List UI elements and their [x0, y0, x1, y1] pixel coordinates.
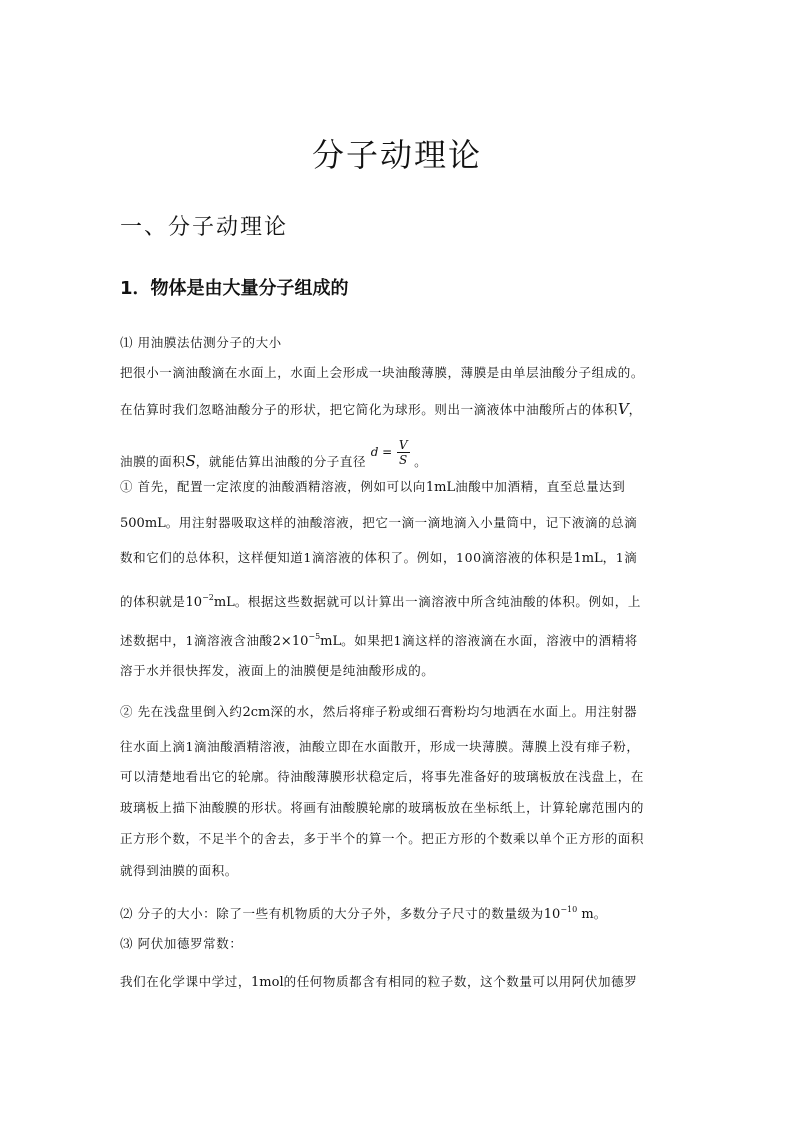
page-title: 分子动理论 — [311, 136, 482, 174]
paragraph-line: 把很小一滴油酸滴在水面上，水面上会形成一块油酸薄膜，薄膜是由单层油酸分子组成的。 — [120, 365, 645, 380]
item-label-molecule-size: ⑵ 分子的大小：除了一些有机物质的大分子外，多数分子尺寸的数量级为$10^{-10}$ m。 — [120, 905, 607, 922]
paragraph-line: 就得到油膜的面积。 — [120, 863, 238, 878]
section-heading: 一、分子动理论 — [120, 215, 289, 240]
paragraph-line: 往水面上滴1滴油酸酒精溶液，油酸立即在水面散开，形成一块薄膜。薄膜上没有痱子粉， — [120, 739, 640, 754]
paragraph-line: 正方形个数，不足半个的舍去，多于半个的算一个。把正方形的个数乘以单个正方形的面积 — [120, 831, 645, 846]
paragraph-line: 在估算时我们忽略油酸分子的形状，把它简化为球形。则出一滴液体中油酸所占的体积V， — [120, 400, 642, 418]
paragraph-line-formula: 油膜的面积S，就能估算出油酸的分子直径 d = $\frac{V}{S}$ 。 — [120, 438, 428, 470]
fraction-formula — [397, 438, 410, 467]
paragraph-line: 玻璃板上描下油酸膜的形状。将画有油酸膜轮廓的玻璃板放在坐标纸上，计算轮廓范围内的 — [120, 800, 645, 815]
paragraph-line: ② 先在浅盘里倒入约2cm深的水，然后将痱子粉或细石膏粉均匀地洒在水面上。用注射器 — [120, 704, 638, 720]
paragraph-line: 可以清楚地看出它的轮廓。待油酸薄膜形状稳定后，将事先准备好的玻璃板放在浅盘上，在 — [120, 769, 645, 784]
paragraph-line: 的体积就是$10^{-2}mL$。根据这些数据就可以计算出一滴溶液中所含纯油酸的体积。例如，上 — [120, 593, 641, 610]
fraction-numerator: V — [398, 438, 408, 452]
paragraph-line: 溶于水并很快挥发，液面上的油膜便是纯油酸形成的。 — [120, 663, 435, 678]
subsection-heading: 1．物体是由大量分子组成的 — [120, 278, 349, 299]
item-label-avogadro: ⑶ 阿伏加德罗常数： — [120, 936, 243, 951]
formula-lhs: d = — [370, 445, 393, 459]
paragraph-line: 500mL。用注射器吸取这样的油酸溶液，把它一滴一滴地滴入小量筒中，记下液滴的总滴 — [120, 515, 638, 531]
item-label-oil-film: ⑴ 用油膜法估测分子的大小 — [120, 335, 282, 350]
paragraph-line: 述数据中，1滴溶液含油酸$2\times 10^{-5}mL$。如果把1滴这样的溶液滴在水面，溶液中的酒精将 — [120, 632, 638, 649]
fraction-denominator: S — [399, 453, 408, 467]
paragraph-line: ① 首先，配置一定浓度的油酸酒精溶液，例如可以向1mL油酸中加酒精，直至总量达到 — [120, 479, 626, 495]
paragraph-line: 我们在化学课中学过，1mol的任何物质都含有相同的粒子数，这个数量可以用阿伏加德罗 — [120, 974, 638, 990]
paragraph-line: 数和它们的总体积，这样便知道1滴溶液的体积了。例如，100滴溶液的体积是1mL，1滴 — [120, 550, 638, 566]
